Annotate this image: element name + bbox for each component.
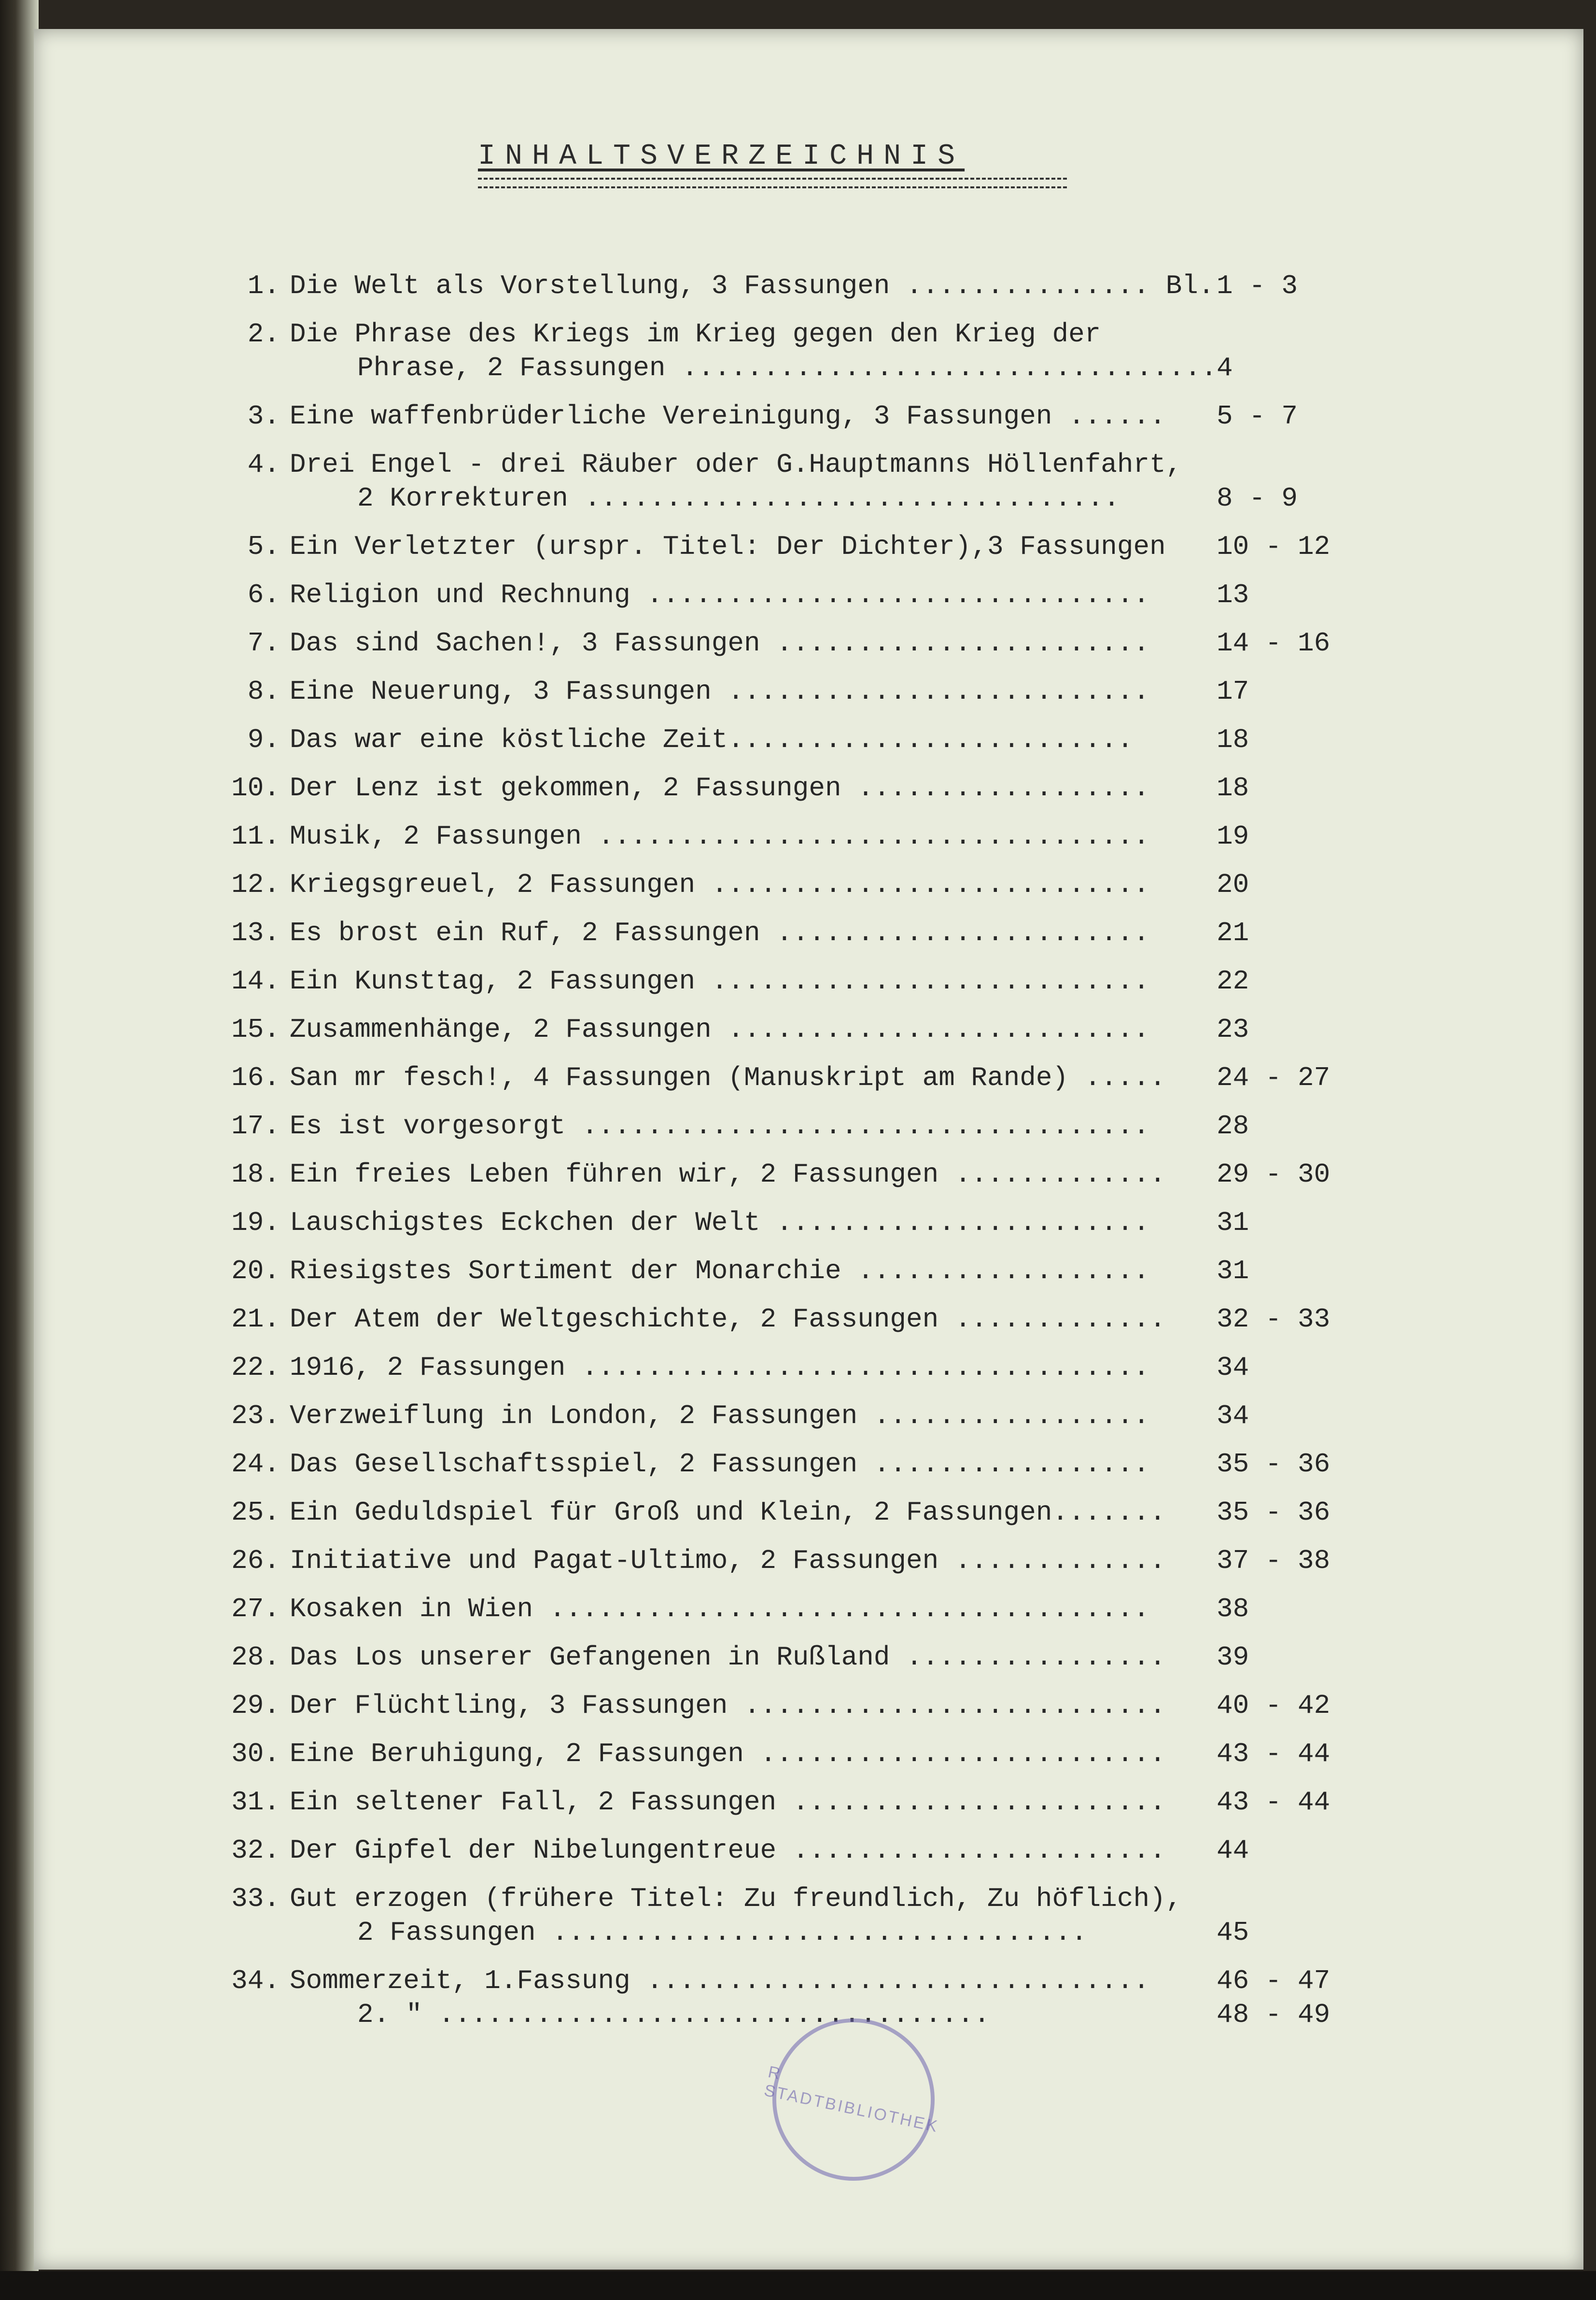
entry-pages: 10 - 12 [1217,531,1330,562]
entry-pages: 24 - 27 [1217,1062,1330,1093]
toc-entry [0,1207,1596,1256]
entry-title: Der Atem der Weltgeschichte, 2 Fassungen ............. [290,1304,1166,1335]
entry-title-continued: 2. " .................................. [357,1999,990,2030]
entry-title: Gut erzogen (frühere Titel: Zu freundlich, Zu höflich), [290,1883,1182,1914]
entry-number: 19. [231,1207,280,1238]
entry-title: Eine Neuerung, 3 Fassungen .......................... [290,676,1150,707]
entry-title: Lauschigstes Eckchen der Welt ....................... [290,1207,1150,1238]
entry-pages: 23 [1217,1014,1249,1045]
toc-entry [0,1545,1596,1594]
entry-title: Drei Engel - drei Räuber oder G.Hauptmanns Höllenfahrt, [290,449,1182,480]
entry-number: 32. [231,1835,280,1866]
entry-pages: 39 [1217,1642,1249,1673]
toc-entry [0,1400,1596,1449]
entry-number: 3. [247,401,280,432]
entry-number: 21. [231,1304,280,1335]
entry-title-continued: Phrase, 2 Fassungen ................................. [357,353,1218,383]
toc-entry [0,1883,1596,1965]
entry-title: Das Gesellschaftsspiel, 2 Fassungen ................. [290,1449,1150,1480]
entry-title: Religion und Rechnung ............................... [290,579,1150,610]
toc-entry [0,724,1596,773]
entry-title: Die Phrase des Kriegs im Krieg gegen den Krieg der [290,319,1101,350]
entry-title: Der Lenz ist gekommen, 2 Fassungen .................. [290,773,1150,804]
entry-pages: 44 [1217,1835,1249,1866]
entry-number: 1. [247,270,280,301]
entry-pages: 18 [1217,773,1249,804]
entry-pages: 17 [1217,676,1249,707]
toc-entry [0,1304,1596,1352]
entry-title: 1916, 2 Fassungen ................................... [290,1352,1150,1383]
toc-entry [0,270,1596,319]
toc-entry [0,1690,1596,1738]
entry-title: Verzweiflung in London, 2 Fassungen ................. [290,1400,1150,1431]
entry-pages: 43 - 44 [1217,1787,1330,1818]
entry-pages: 5 - 7 [1217,401,1298,432]
scan-bottom-border [0,2271,1596,2300]
entry-pages: 38 [1217,1594,1249,1624]
toc-entry [0,917,1596,966]
entry-title: Die Welt als Vorstellung, 3 Fassungen ............... Bl. [290,270,1215,301]
entry-pages: 34 [1217,1352,1249,1383]
entry-pages: 37 - 38 [1217,1545,1330,1576]
entry-pages: 28 [1217,1111,1249,1142]
entry-number: 30. [231,1738,280,1769]
toc-entry [0,1014,1596,1062]
entry-number: 15. [231,1014,280,1045]
entry-number: 20. [231,1256,280,1286]
entry-number: 2. [247,319,280,350]
toc-entry [0,579,1596,628]
entry-number: 7. [247,628,280,659]
toc-entry [0,966,1596,1014]
entry-title: Der Gipfel der Nibelungentreue ....................... [290,1835,1166,1866]
entry-pages: 14 - 16 [1217,628,1330,659]
entry-number: 5. [247,531,280,562]
entry-pages: 35 - 36 [1217,1449,1330,1480]
toc-entry [0,1787,1596,1835]
entry-pages: 22 [1217,966,1249,997]
toc-entry [0,1062,1596,1111]
toc-entry [0,1594,1596,1642]
toc-entry [0,869,1596,917]
toc-entry [0,1111,1596,1159]
entry-pages-second: 48 - 49 [1217,1999,1330,2030]
toc-entry [0,676,1596,724]
entry-number: 24. [231,1449,280,1480]
entry-title: Eine waffenbrüderliche Vereinigung, 3 Fassungen ...... [290,401,1166,432]
entry-pages: 21 [1217,917,1249,948]
entry-number: 25. [231,1497,280,1528]
entry-pages: 18 [1217,724,1249,755]
entry-title: Das Los unserer Gefangenen in Rußland ................ [290,1642,1166,1673]
entry-title: Es ist vorgesorgt ................................... [290,1111,1150,1142]
toc-entry [0,1352,1596,1400]
entry-title-continued: 2 Korrekturen ................................. [357,483,1120,514]
toc-entry [0,319,1596,401]
entry-number: 16. [231,1062,280,1093]
entry-number: 8. [247,676,280,707]
entry-title: Das war eine köstliche Zeit......................... [290,724,1134,755]
toc-entry [0,1449,1596,1497]
toc-entry [0,1642,1596,1690]
entry-number: 12. [231,869,280,900]
toc-entry [0,1835,1596,1883]
toc-entry [0,1497,1596,1545]
entry-number: 34. [231,1965,280,1996]
entry-pages: 34 [1217,1400,1249,1431]
entry-title: Es brost ein Ruf, 2 Fassungen ....................... [290,917,1150,948]
entry-title: San mr fesch!, 4 Fassungen (Manuskript am Rande) ..... [290,1062,1166,1093]
entry-pages: 40 - 42 [1217,1690,1330,1721]
toc-entry [0,628,1596,676]
entry-pages: 4 [1217,353,1233,383]
entry-title-continued: 2 Fassungen ................................. [357,1917,1088,1948]
title-block [478,140,1077,188]
entry-number: 13. [231,917,280,948]
page-title: INHALTSVERZEICHNIS [478,140,965,173]
entry-pages: 8 - 9 [1217,483,1298,514]
entry-title: Sommerzeit, 1.Fassung ............................... [290,1965,1150,1996]
entry-pages: 1 - 3 [1217,270,1298,301]
stamp-text: R STADTBIBLIOTHEK [762,2062,941,2136]
entry-number: 18. [231,1159,280,1190]
entry-title: Ein Verletzter (urspr. Titel: Der Dichter),3 Fassungen [290,531,1166,562]
title-double-rule [478,178,1067,188]
entry-pages: 13 [1217,579,1249,610]
entry-pages: 46 - 47 [1217,1965,1330,1996]
entry-number: 29. [231,1690,280,1721]
entry-title: Zusammenhänge, 2 Fassungen .......................... [290,1014,1150,1045]
entry-pages: 31 [1217,1256,1249,1286]
entry-title: Der Flüchtling, 3 Fassungen .......................... [290,1690,1166,1721]
entry-title: Eine Beruhigung, 2 Fassungen ......................... [290,1738,1166,1769]
entry-pages: 43 - 44 [1217,1738,1330,1769]
entry-pages: 20 [1217,869,1249,900]
entry-number: 31. [231,1787,280,1818]
entry-number: 17. [231,1111,280,1142]
entry-number: 10. [231,773,280,804]
entry-number: 14. [231,966,280,997]
entry-title: Ein freies Leben führen wir, 2 Fassungen ............. [290,1159,1166,1190]
entry-number: 22. [231,1352,280,1383]
entry-title: Ein seltener Fall, 2 Fassungen ....................... [290,1787,1166,1818]
toc-entry [0,1965,1596,2047]
entry-title: Das sind Sachen!, 3 Fassungen ....................... [290,628,1150,659]
entry-pages: 29 - 30 [1217,1159,1330,1190]
entry-title: Ein Kunsttag, 2 Fassungen ........................... [290,966,1150,997]
entry-number: 23. [231,1400,280,1431]
entry-title: Ein Geduldspiel für Groß und Klein, 2 Fassungen....... [290,1497,1166,1528]
table-of-contents [0,270,1596,2047]
toc-entry [0,449,1596,531]
entry-pages: 45 [1217,1917,1249,1948]
toc-entry [0,1256,1596,1304]
entry-number: 9. [247,724,280,755]
entry-title: Riesigstes Sortiment der Monarchie .................. [290,1256,1150,1286]
entry-pages: 35 - 36 [1217,1497,1330,1528]
entry-number: 33. [231,1883,280,1914]
entry-number: 26. [231,1545,280,1576]
toc-entry [0,531,1596,579]
entry-number: 4. [247,449,280,480]
entry-title: Kriegsgreuel, 2 Fassungen ........................... [290,869,1150,900]
toc-entry [0,821,1596,869]
entry-title: Musik, 2 Fassungen .................................. [290,821,1150,852]
toc-entry [0,1159,1596,1207]
entry-title: Initiative und Pagat-Ultimo, 2 Fassungen ............. [290,1545,1166,1576]
entry-pages: 32 - 33 [1217,1304,1330,1335]
entry-pages: 19 [1217,821,1249,852]
entry-title: Kosaken in Wien ..................................... [290,1594,1150,1624]
entry-number: 27. [231,1594,280,1624]
toc-entry [0,401,1596,449]
entry-number: 11. [231,821,280,852]
toc-entry [0,1738,1596,1787]
entry-pages: 31 [1217,1207,1249,1238]
entry-number: 28. [231,1642,280,1673]
toc-entry [0,773,1596,821]
entry-number: 6. [247,579,280,610]
